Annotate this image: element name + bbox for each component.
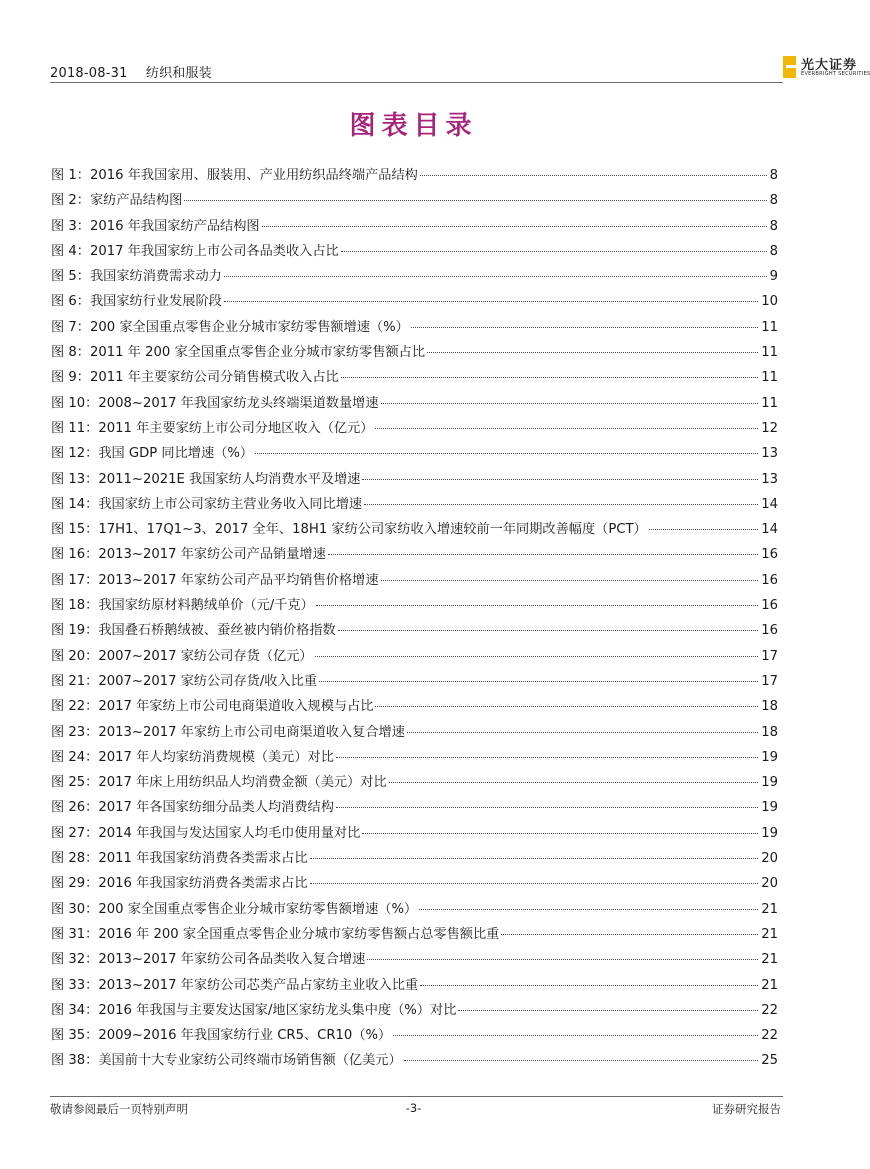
toc-entry-label: 图 28：2011 年我国家纺消费各类需求占比 [51,851,308,867]
brand-name-cn: 光大证券 [801,58,858,73]
toc-entry[interactable] [51,442,778,467]
toc-entry-label: 图 16：2013~2017 年家纺公司产品销量增速 [51,547,326,563]
toc-entry[interactable] [51,468,778,493]
toc-entry-label: 图 8：2011 年 200 家全国重点零售企业分城市家纺零售额占比 [51,345,426,361]
toc-entry-page: 19 [761,775,778,791]
toc-leader-dots [419,909,758,910]
toc-leader-dots [404,1060,759,1061]
toc-entry[interactable] [51,290,778,315]
toc-entry-label: 图 32：2013~2017 年家纺公司各品类收入复合增速 [51,952,366,968]
toc-leader-dots [184,200,766,201]
report-header [50,62,212,81]
toc-entry-page: 12 [761,420,778,436]
toc-entry-label: 图 31：2016 年 200 家全国重点零售企业分城市家纺零售额占总零售额比重 [51,926,500,942]
toc-leader-dots [224,276,767,277]
toc-leader-dots [389,782,759,783]
toc-entry-page: 18 [761,724,778,740]
toc-entry[interactable] [51,948,778,973]
toc-leader-dots [420,175,767,176]
toc-entry-label: 图 1：2016 年我国家用、服装用、产业用纺织品终端产品结构 [51,168,418,183]
toc-entry-label: 图 10：2008~2017 年我国家纺龙头终端渠道数量增速 [51,395,379,411]
toc-entry-label: 图 11：2011 年主要家纺上市公司分地区收入（亿元） [51,420,374,436]
footer-report-type: 证券研究报告 [712,1102,781,1116]
toc-entry[interactable] [51,847,778,872]
toc-entry[interactable] [51,721,778,746]
toc-entry-page: 9 [769,269,778,285]
toc-entry[interactable] [51,392,778,417]
toc-entry-label: 图 24：2017 年人均家纺消费规模（美元）对比 [51,749,334,765]
toc-leader-dots [341,377,759,378]
toc-entry-page: 19 [761,749,778,765]
page-number: -3- [405,1101,422,1115]
toc-entry[interactable] [51,189,778,214]
toc-entry-label: 图 22：2017 年家纺上市公司电商渠道收入规模与占比 [51,699,374,715]
toc-leader-dots [411,327,758,328]
toc-entry-page: 25 [761,1053,778,1069]
toc-entry[interactable] [51,746,778,771]
toc-entry-label: 图 7：200 家全国重点零售企业分城市家纺零售额增速（%） [51,319,409,335]
toc-entry-label: 图 30：200 家全国重点零售企业分城市家纺零售额增速（%） [51,901,418,917]
toc-leader-dots [262,226,767,227]
toc-leader-dots [393,1035,758,1036]
toc-entry-page: 20 [761,876,778,892]
toc-entry-page: 14 [761,496,778,512]
toc-entry-label: 图 19：我国叠石桥鹅绒被、蚕丝被内销价格指数 [51,623,336,639]
toc-entry-page: 17 [761,673,778,689]
toc-entry-label: 图 25：2017 年床上用纺织品人均消费金额（美元）对比 [51,775,387,791]
toc-entry-label: 图 6：我国家纺行业发展阶段 [51,294,222,310]
toc-entry[interactable] [51,417,778,442]
report-sector: 纺织和服装 [145,66,212,81]
toc-leader-dots [328,554,758,555]
toc-entry[interactable] [51,265,778,290]
toc-entry[interactable] [51,341,778,366]
toc-entry-label: 图 14：我国家纺上市公司家纺主营业务收入同比增速 [51,496,363,512]
figure-index-list [51,164,778,1075]
toc-leader-dots [420,985,758,986]
toc-leader-dots [362,479,758,480]
toc-entry-page: 17 [761,648,778,664]
toc-entry-label: 图 34：2016 年我国与主要发达国家/地区家纺龙头集中度（%）对比 [51,1002,457,1018]
toc-entry[interactable] [51,594,778,619]
toc-entry[interactable] [51,898,778,923]
toc-leader-dots [336,757,758,758]
toc-entry-label: 图 4：2017 年我国家纺上市公司各品类收入占比 [51,243,339,259]
toc-entry[interactable] [51,923,778,948]
toc-entry-label: 图 21：2007~2017 家纺公司存货/收入比重 [51,673,318,689]
brand-logo-icon [783,56,796,78]
toc-entry-page: 16 [761,623,778,639]
toc-entry[interactable] [51,645,778,670]
toc-entry[interactable] [51,796,778,821]
toc-entry[interactable] [51,670,778,695]
footer-divider [50,1096,783,1097]
toc-entry-page: 20 [761,851,778,867]
toc-entry-page: 19 [761,825,778,841]
toc-leader-dots [338,630,758,631]
toc-entry[interactable] [51,999,778,1024]
toc-entry-label: 图 26：2017 年各国家纺细分品类人均消费结构 [51,800,334,816]
toc-entry[interactable] [51,619,778,644]
toc-entry[interactable] [51,215,778,240]
toc-entry-page: 21 [761,952,778,968]
toc-entry[interactable] [51,366,778,391]
toc-entry[interactable] [51,872,778,897]
toc-entry-page: 19 [761,800,778,816]
toc-entry-page: 11 [761,345,778,361]
toc-leader-dots [316,605,758,606]
toc-leader-dots [381,580,759,581]
toc-entry-label: 图 20：2007~2017 家纺公司存货（亿元） [51,648,313,664]
toc-entry-page: 11 [761,370,778,386]
toc-entry[interactable] [51,569,778,594]
toc-leader-dots [255,453,758,454]
toc-entry-label: 图 29：2016 年我国家纺消费各类需求占比 [51,876,308,892]
toc-entry-label: 图 27：2014 年我国与发达国家人均毛巾使用量对比 [51,825,361,841]
toc-leader-dots [427,352,758,353]
toc-leader-dots [375,706,758,707]
toc-entry-page: 16 [761,572,778,588]
toc-leader-dots [381,403,759,404]
toc-leader-dots [310,858,759,859]
toc-entry-page: 16 [761,547,778,563]
toc-entry[interactable] [51,240,778,265]
toc-leader-dots [375,428,758,429]
footer-disclaimer: 敬请参阅最后一页特别声明 [50,1102,188,1116]
toc-entry[interactable] [51,695,778,720]
page-title: 图表目录 [349,111,478,141]
toc-entry-label: 图 18：我国家纺原材料鹅绒单价（元/千克） [51,598,314,614]
toc-entry-page: 21 [761,926,778,942]
toc-entry[interactable] [51,974,778,999]
toc-entry-page: 21 [761,977,778,993]
toc-entry-page: 16 [761,598,778,614]
toc-entry-page: 13 [761,471,778,487]
report-date: 2018-08-31 [50,66,128,81]
toc-entry[interactable] [51,1024,778,1049]
toc-leader-dots [224,301,758,302]
toc-leader-dots [407,732,758,733]
toc-entry-page: 8 [769,168,778,183]
toc-entry-page: 18 [761,699,778,715]
toc-leader-dots [310,883,759,884]
toc-entry[interactable] [51,164,778,189]
header-divider [50,82,783,83]
toc-entry-page: 10 [761,294,778,310]
toc-leader-dots [649,529,758,530]
toc-entry-page: 21 [761,901,778,917]
toc-entry-label: 图 12：我国 GDP 同比增速（%） [51,446,254,462]
toc-entry-label: 图 33：2013~2017 年家纺公司芯类产品占家纺主业收入比重 [51,977,419,993]
toc-leader-dots [341,251,767,252]
toc-entry-page: 8 [769,218,778,234]
toc-leader-dots [501,934,758,935]
toc-entry[interactable] [51,316,778,341]
toc-leader-dots [364,504,758,505]
toc-entry-page: 22 [761,1028,778,1044]
toc-entry-page: 8 [769,193,778,209]
toc-entry[interactable] [51,822,778,847]
toc-leader-dots [319,681,758,682]
toc-leader-dots [367,959,758,960]
toc-entry-label: 图 35：2009~2016 年我国家纺行业 CR5、CR10（%） [51,1028,392,1044]
toc-entry-label: 图 2：家纺产品结构图 [51,193,183,209]
toc-leader-dots [458,1010,758,1011]
toc-entry-page: 11 [761,395,778,411]
toc-entry-label: 图 38：美国前十大专业家纺公司终端市场销售额（亿美元） [51,1053,402,1069]
toc-entry-page: 8 [769,243,778,259]
brand-name-en: EVERBRIGHT SECURITIES [801,71,870,77]
toc-entry-page: 11 [761,319,778,335]
toc-leader-dots [362,833,758,834]
toc-entry-label: 图 15：17H1、17Q1~3、2017 全年、18H1 家纺公司家纺收入增速较前一年同期改善幅度（PCT） [51,522,647,538]
toc-entry-label: 图 13：2011~2021E 我国家纺人均消费水平及增速 [51,471,361,487]
toc-entry-label: 图 17：2013~2017 年家纺公司产品平均销售价格增速 [51,572,379,588]
toc-entry-page: 14 [761,522,778,538]
toc-entry[interactable] [51,518,778,543]
toc-entry-page: 22 [761,1002,778,1018]
toc-entry-label: 图 23：2013~2017 年家纺上市公司电商渠道收入复合增速 [51,724,405,740]
toc-entry-label: 图 5：我国家纺消费需求动力 [51,269,222,285]
toc-leader-dots [336,807,758,808]
toc-leader-dots [315,656,759,657]
toc-entry-page: 13 [761,446,778,462]
toc-entry[interactable] [51,543,778,568]
toc-entry-label: 图 3：2016 年我国家纺产品结构图 [51,218,260,234]
toc-entry[interactable] [51,771,778,796]
toc-entry[interactable] [51,1049,778,1074]
toc-entry[interactable] [51,493,778,518]
toc-entry-label: 图 9：2011 年主要家纺公司分销售模式收入占比 [51,370,339,386]
